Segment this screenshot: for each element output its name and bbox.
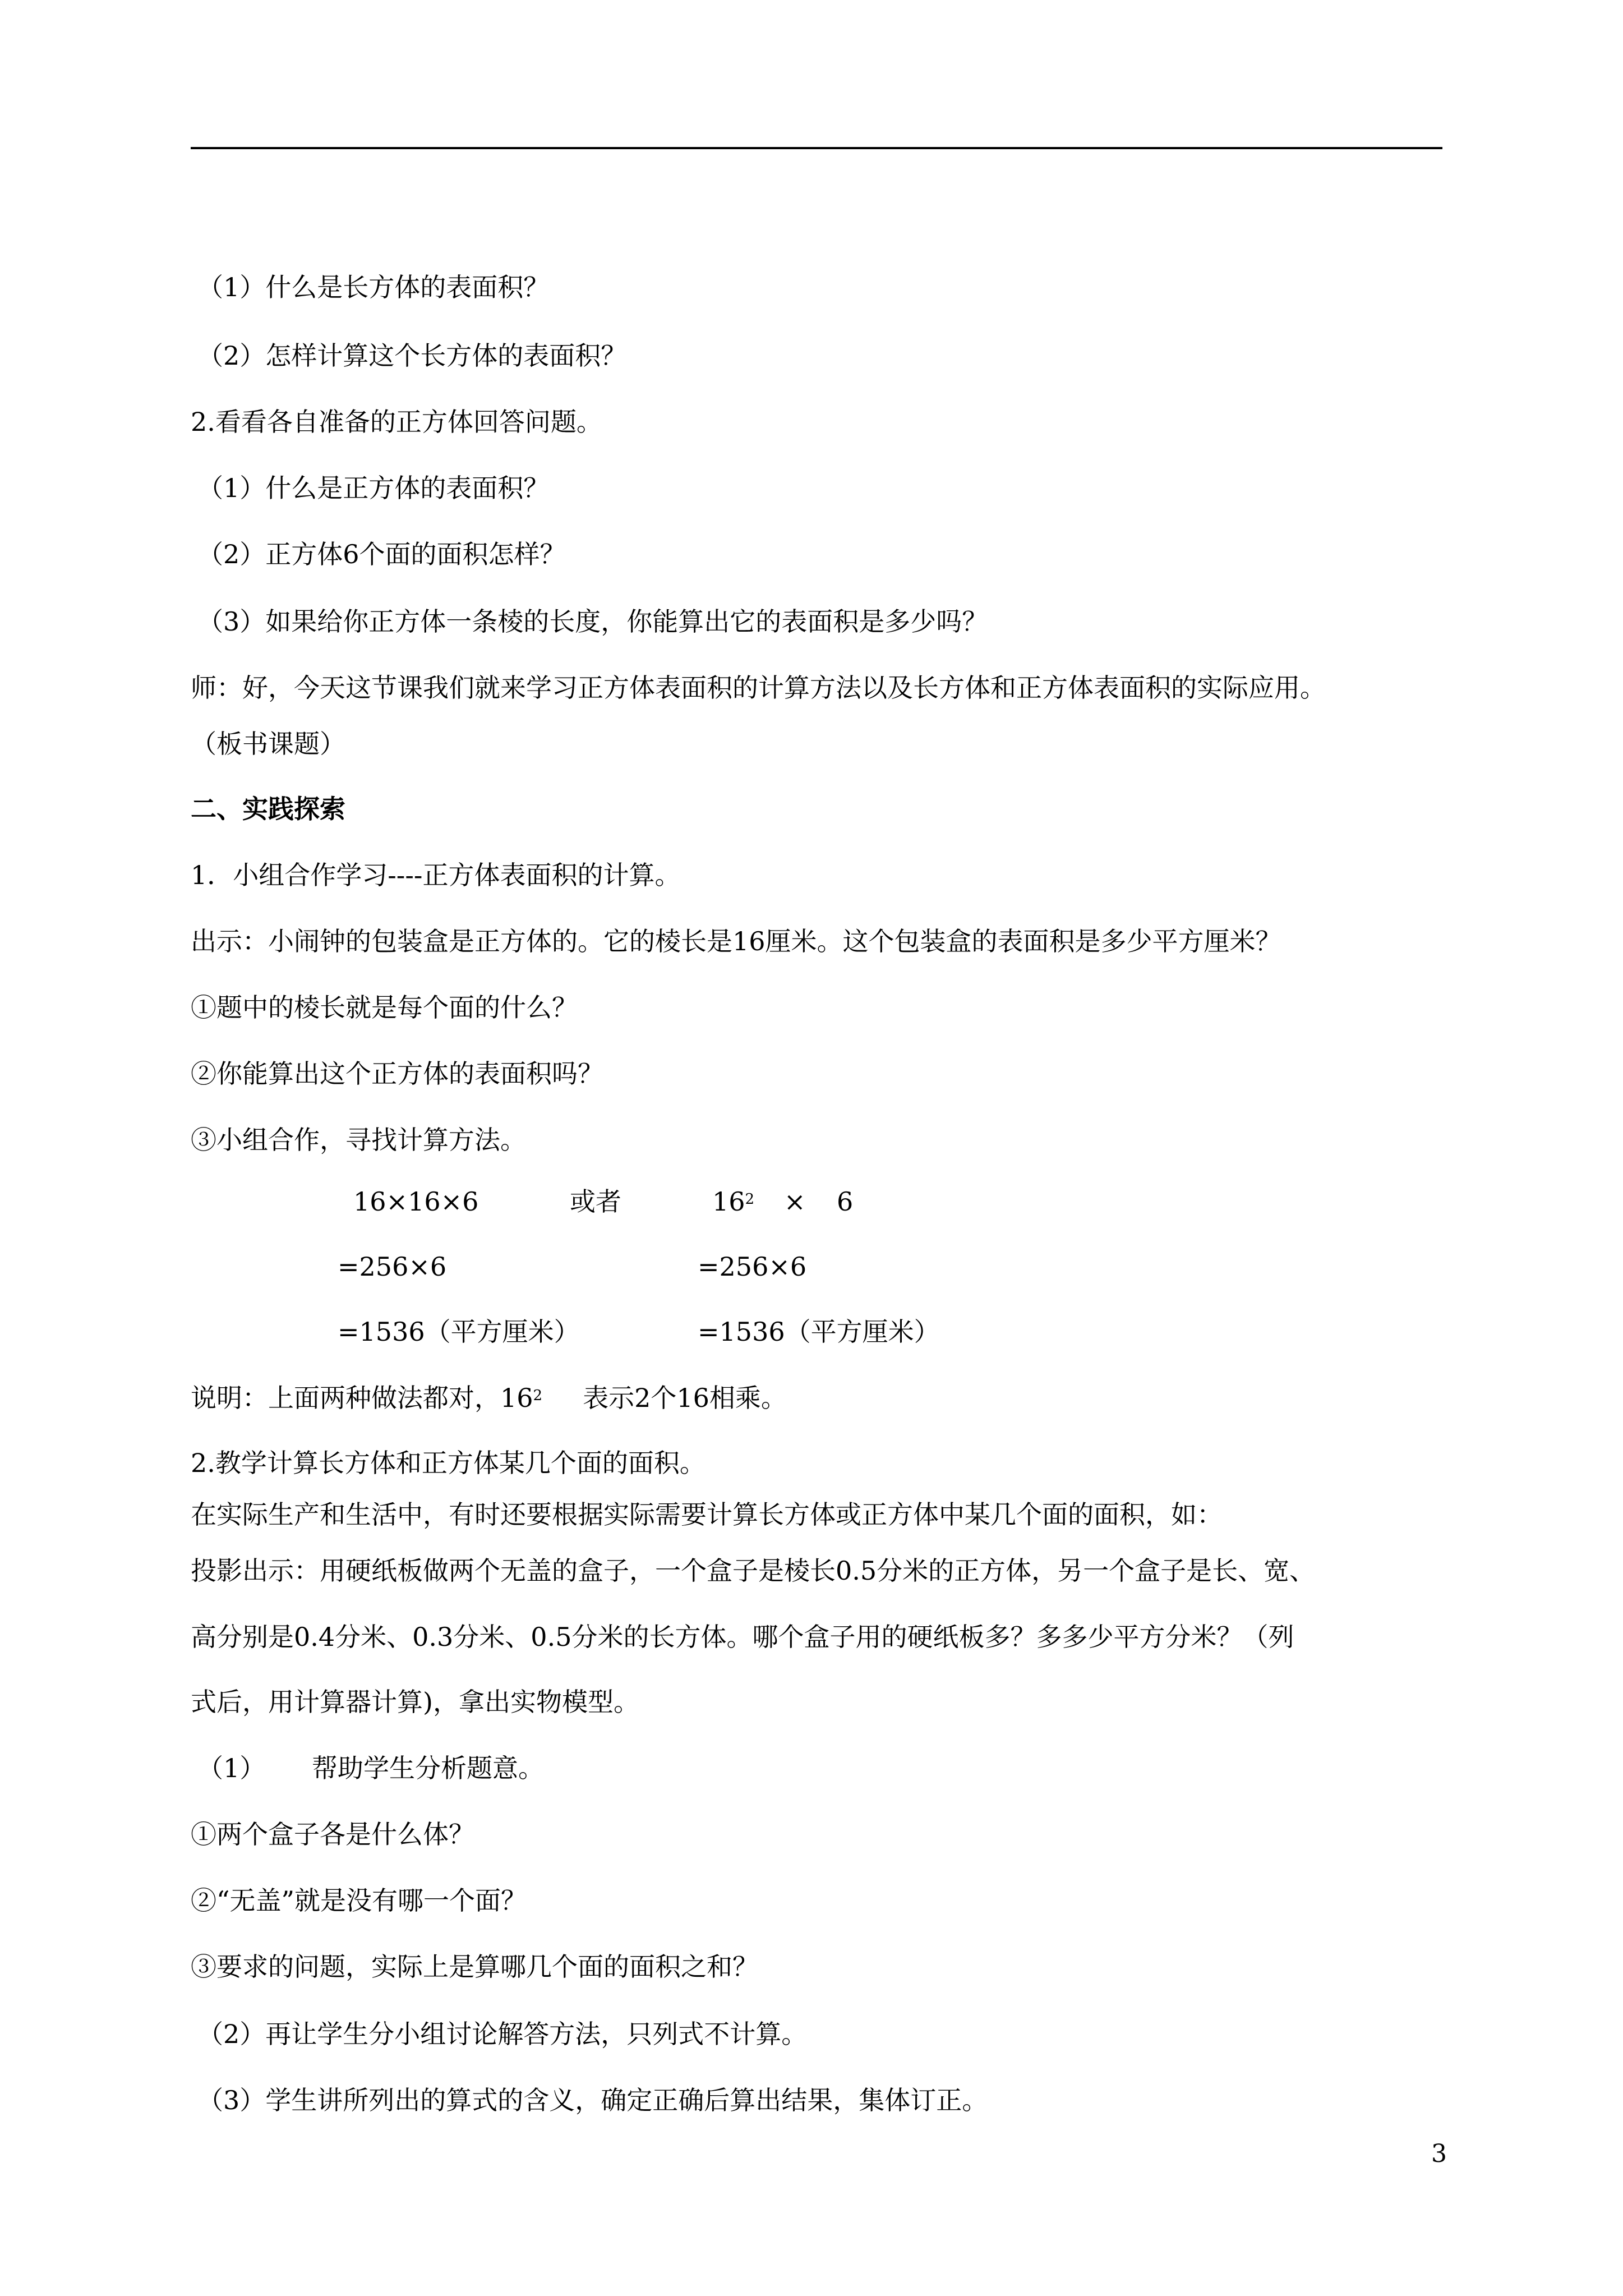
teacher-line: 师：好，今天这节课我们就来学习正方体表面积的计算方法以及长方体和正方体表面积的实际应用。	[191, 673, 1326, 703]
calc-right-base: 16	[712, 1186, 745, 1217]
question-line: ②你能算出这个正方体的表面积吗？	[191, 1059, 603, 1089]
calc-right-exponent: 2	[745, 1191, 755, 1208]
sub-item-number: （1）	[197, 1753, 266, 1783]
paragraph-line: 投影出示：用硬纸板做两个无盖的盒子，一个盒子是棱长0.5分米的正方体，另一个盒子是长、宽、	[191, 1556, 1316, 1586]
board-title-note: （板书课题）	[191, 729, 345, 759]
question-line: （3）学生讲所列出的算式的含义，确定正确后算出结果，集体订正。	[197, 2085, 988, 2115]
section-heading: 二、实践探索	[191, 794, 345, 824]
note-text: 表示2个16相乘。	[583, 1383, 787, 1413]
page-number: 3	[1431, 2139, 1447, 2168]
calc-right-times: ×	[784, 1186, 806, 1217]
question-line: （2）再让学生分小组讨论解答方法，只列式不计算。	[197, 2019, 808, 2049]
calc-left-line: =256×6	[338, 1251, 447, 1282]
paragraph-line: 在实际生产和生活中，有时还要根据实际需要计算长方体或正方体中某几个面的面积，如：	[191, 1499, 1223, 1530]
calc-right-first-line	[712, 1185, 754, 1218]
calc-left-line: 16×16×6	[353, 1186, 479, 1217]
calc-left-line: =1536（平方厘米）	[338, 1317, 580, 1347]
question-line: ①两个盒子各是什么体？	[191, 1819, 474, 1849]
question-line: ①题中的棱长就是每个面的什么？	[191, 992, 578, 1023]
header-rule	[191, 147, 1442, 149]
paragraph-line: 高分别是0.4分米、0.3分米、0.5分米的长方体。哪个盒子用的硬纸板多？多多少平方分米？（列	[191, 1622, 1294, 1652]
question-line: （2）怎样计算这个长方体的表面积？	[197, 341, 627, 371]
calc-right-line: =1536（平方厘米）	[698, 1317, 940, 1347]
item-heading: 2.看看各自准备的正方体回答问题。	[191, 407, 602, 437]
sub-item-text: 帮助学生分析题意。	[312, 1753, 544, 1783]
calc-right-line: =256×6	[698, 1251, 807, 1282]
note-text: 说明：上面两种做法都对，16	[191, 1383, 533, 1413]
calc-right-factor: 6	[837, 1186, 854, 1217]
question-line: ②“无盖”就是没有哪一个面？	[191, 1885, 527, 1916]
item-heading: 2.教学计算长方体和正方体某几个面的面积。	[191, 1448, 706, 1478]
explanation-note	[191, 1381, 787, 1415]
calc-or-label: 或者	[570, 1186, 621, 1217]
note-exponent: 2	[533, 1387, 543, 1404]
problem-line: 出示：小闹钟的包装盒是正方体的。它的棱长是16厘米。这个包装盒的表面积是多少平方厘米？	[191, 926, 1281, 956]
question-line: ③要求的问题，实际上是算哪几个面的面积之和？	[191, 1952, 758, 1982]
question-line: （1）什么是长方体的表面积？	[197, 272, 550, 302]
question-line: （1）什么是正方体的表面积？	[197, 473, 550, 503]
paragraph-line: 式后，用计算器计算)，拿出实物模型。	[191, 1687, 639, 1717]
question-line: （3）如果给你正方体一条棱的长度，你能算出它的表面积是多少吗？	[197, 606, 988, 637]
question-line: ③小组合作，寻找计算方法。	[191, 1125, 526, 1155]
item-heading: 1．小组合作学习----正方体表面积的计算。	[191, 860, 681, 890]
question-line: （2）正方体6个面的面积怎样？	[197, 539, 566, 569]
